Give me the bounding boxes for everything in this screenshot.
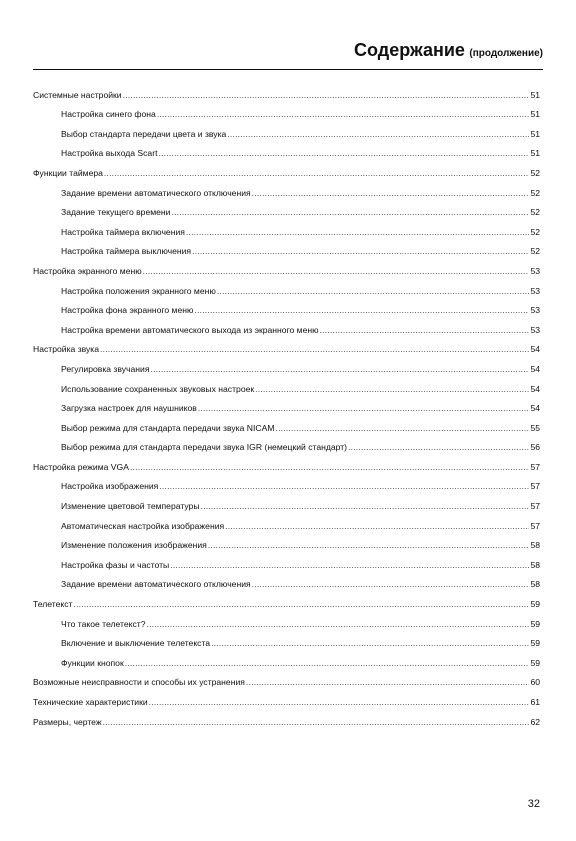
toc-dot-leader (73, 599, 529, 609)
toc-entry-page: 54 (530, 383, 540, 394)
toc-subsection-entry (33, 198, 540, 218)
toc-entry-label: Функции кнопок (61, 657, 124, 668)
toc-subsection-entry (33, 472, 540, 492)
toc-entry-label: Возможные неисправности и способы их устранения (33, 677, 245, 688)
toc-entry-label: Размеры, чертеж (33, 716, 102, 727)
toc-dot-leader (255, 384, 529, 394)
toc-subsection-entry (33, 394, 540, 414)
toc-subsection-entry (33, 550, 540, 570)
toc-dot-leader (198, 403, 530, 413)
toc-subsection-entry (33, 570, 540, 590)
toc-dot-leader (227, 129, 529, 139)
toc-entry-page: 53 (530, 285, 540, 296)
toc-entry-page: 51 (530, 89, 540, 100)
toc-entry-page: 61 (530, 697, 540, 707)
toc-entry-label: Изменение цветовой температуры (61, 501, 200, 512)
toc-entry-label: Задание времени автоматического отключения (61, 187, 251, 198)
toc-entry-page: 54 (530, 403, 540, 414)
toc-entry-label: Настройка выхода Scart (61, 148, 158, 159)
toc-dot-leader (211, 638, 529, 648)
toc-dot-leader (103, 717, 530, 727)
toc-dot-leader (147, 619, 530, 629)
toc-subsection-entry (33, 531, 540, 551)
toc-entry-page: 60 (530, 677, 540, 688)
toc-dot-leader (104, 168, 530, 178)
toc-entry-label: Включение и выключение телетекста (61, 638, 211, 649)
toc-entry-page: 53 (530, 265, 540, 276)
toc-entry-page: 54 (530, 344, 540, 355)
toc-entry-label: Настройка таймера выключения (61, 246, 192, 257)
toc-dot-leader (201, 501, 530, 511)
toc-entry-label: Что такое телетекст? (61, 618, 146, 629)
toc-subsection-entry (33, 354, 540, 374)
toc-dot-leader (208, 540, 530, 550)
toc-entry-page: 52 (530, 187, 540, 198)
toc-subsection-entry (33, 217, 540, 237)
toc-entry-label: Настройка экранного меню (33, 265, 142, 276)
toc-dot-leader (171, 207, 529, 217)
toc-entry-page: 62 (530, 716, 540, 727)
toc-dot-leader (125, 658, 530, 668)
toc-dot-leader (217, 286, 530, 296)
toc-subsection-entry (33, 100, 540, 120)
toc-subsection-entry (33, 119, 540, 139)
toc-entry-page: 57 (530, 501, 540, 512)
toc-entry-page: 56 (530, 442, 540, 453)
toc-dot-leader (170, 560, 529, 570)
toc-subsection-entry (33, 296, 540, 316)
page-title: Содержание (354, 40, 465, 60)
toc-dot-leader (159, 481, 529, 491)
toc-entry-label: Настройка звука (33, 344, 100, 355)
toc-dot-leader (194, 305, 529, 315)
toc-subsection-entry (33, 139, 540, 159)
toc-section-entry (33, 668, 540, 688)
toc-entry-page: 52 (530, 226, 540, 237)
table-of-contents (33, 80, 540, 727)
toc-subsection-entry (33, 609, 540, 629)
toc-entry-label: Функции таймера (33, 167, 103, 178)
toc-entry-label: Настройка времени автоматического выхода из экранного меню (61, 324, 319, 335)
toc-entry-page: 53 (530, 305, 540, 316)
toc-dot-leader (246, 677, 530, 687)
toc-subsection-entry (33, 374, 540, 394)
toc-dot-leader (225, 521, 529, 531)
toc-entry-label: Задание времени автоматического отключения (61, 579, 251, 590)
toc-dot-leader (130, 462, 530, 472)
toc-entry-page: 53 (530, 324, 540, 335)
toc-entry-page: 52 (530, 246, 540, 257)
toc-dot-leader (320, 325, 530, 335)
toc-entry-label: Использование сохраненных звуковых настроек (61, 383, 255, 394)
toc-entry-label: Настройка таймера включения (61, 226, 185, 237)
toc-entry-label: Системные настройки (33, 89, 122, 100)
toc-entry-label: Телетекст (33, 599, 73, 610)
toc-entry-page: 59 (530, 599, 540, 610)
toc-entry-page: 51 (530, 109, 540, 120)
toc-dot-leader (192, 246, 529, 256)
toc-entry-page: 59 (530, 638, 540, 649)
toc-entry-label: Задание текущего времени (61, 207, 171, 218)
toc-dot-leader (123, 90, 530, 100)
page-subtitle: (продолжение) (469, 48, 543, 59)
toc-subsection-entry (33, 511, 540, 531)
toc-entry-label: Выбор режима для стандарта передачи звука NICAM (61, 422, 275, 433)
toc-entry-label: Технические характеристики (33, 697, 148, 707)
toc-entry-label: Выбор режима для стандарта передачи звука IGR (немецкий стандарт) (61, 442, 348, 453)
toc-entry-page: 52 (530, 167, 540, 178)
toc-entry-page: 57 (530, 481, 540, 492)
toc-subsection-entry (33, 433, 540, 453)
toc-subsection-entry (33, 491, 540, 511)
toc-entry-page: 58 (530, 559, 540, 570)
toc-section-entry (33, 80, 540, 100)
toc-entry-page: 59 (530, 618, 540, 629)
toc-dot-leader (157, 109, 530, 119)
toc-subsection-entry (33, 629, 540, 649)
toc-entry-label: Настройка синего фона (61, 109, 156, 120)
toc-entry-label: Загрузка настроек для наушников (61, 403, 197, 414)
toc-entry-page: 59 (530, 657, 540, 668)
toc-entry-page: 58 (530, 540, 540, 551)
toc-subsection-entry (33, 178, 540, 198)
toc-dot-leader (186, 227, 530, 237)
toc-dot-leader (348, 442, 529, 452)
toc-dot-leader (275, 423, 529, 433)
toc-section-entry (33, 707, 540, 727)
toc-subsection-entry (33, 413, 540, 433)
toc-section-entry (33, 256, 540, 276)
toc-entry-page: 57 (530, 520, 540, 531)
toc-entry-label: Регулировка звучания (61, 363, 150, 374)
toc-section-entry (33, 589, 540, 609)
toc-section-entry (33, 687, 540, 707)
toc-entry-label: Изменение положения изображения (61, 540, 207, 551)
toc-entry-page: 51 (530, 128, 540, 139)
page-header (0, 40, 543, 61)
toc-dot-leader (252, 579, 530, 589)
toc-entry-label: Настройка изображения (61, 481, 159, 492)
toc-subsection-entry (33, 648, 540, 668)
toc-section-entry (33, 452, 540, 472)
toc-entry-label: Выбор стандарта передачи цвета и звука (61, 128, 227, 139)
toc-section-entry (33, 335, 540, 355)
toc-dot-leader (149, 697, 530, 707)
toc-subsection-entry (33, 237, 540, 257)
toc-dot-leader (252, 188, 530, 198)
toc-entry-label: Настройка фона экранного меню (61, 305, 194, 316)
header-divider (33, 69, 543, 70)
toc-dot-leader (100, 344, 529, 354)
toc-subsection-entry (33, 276, 540, 296)
toc-entry-page: 55 (530, 422, 540, 433)
toc-dot-leader (158, 148, 529, 158)
toc-entry-page: 58 (530, 579, 540, 590)
toc-entry-page: 51 (530, 148, 540, 159)
toc-dot-leader (143, 266, 530, 276)
toc-entry-label: Настройка режима VGA (33, 461, 129, 472)
toc-dot-leader (151, 364, 530, 374)
toc-entry-label: Автоматическая настройка изображения (61, 520, 225, 531)
toc-entry-page: 54 (530, 363, 540, 374)
toc-entry-page: 57 (530, 461, 540, 472)
page-number: 32 (527, 798, 540, 810)
toc-entry-label: Настройка фазы и частоты (61, 559, 170, 570)
toc-subsection-entry (33, 315, 540, 335)
toc-entry-label: Настройка положения экранного меню (61, 285, 216, 296)
toc-entry-page: 52 (530, 207, 540, 218)
toc-section-entry (33, 158, 540, 178)
